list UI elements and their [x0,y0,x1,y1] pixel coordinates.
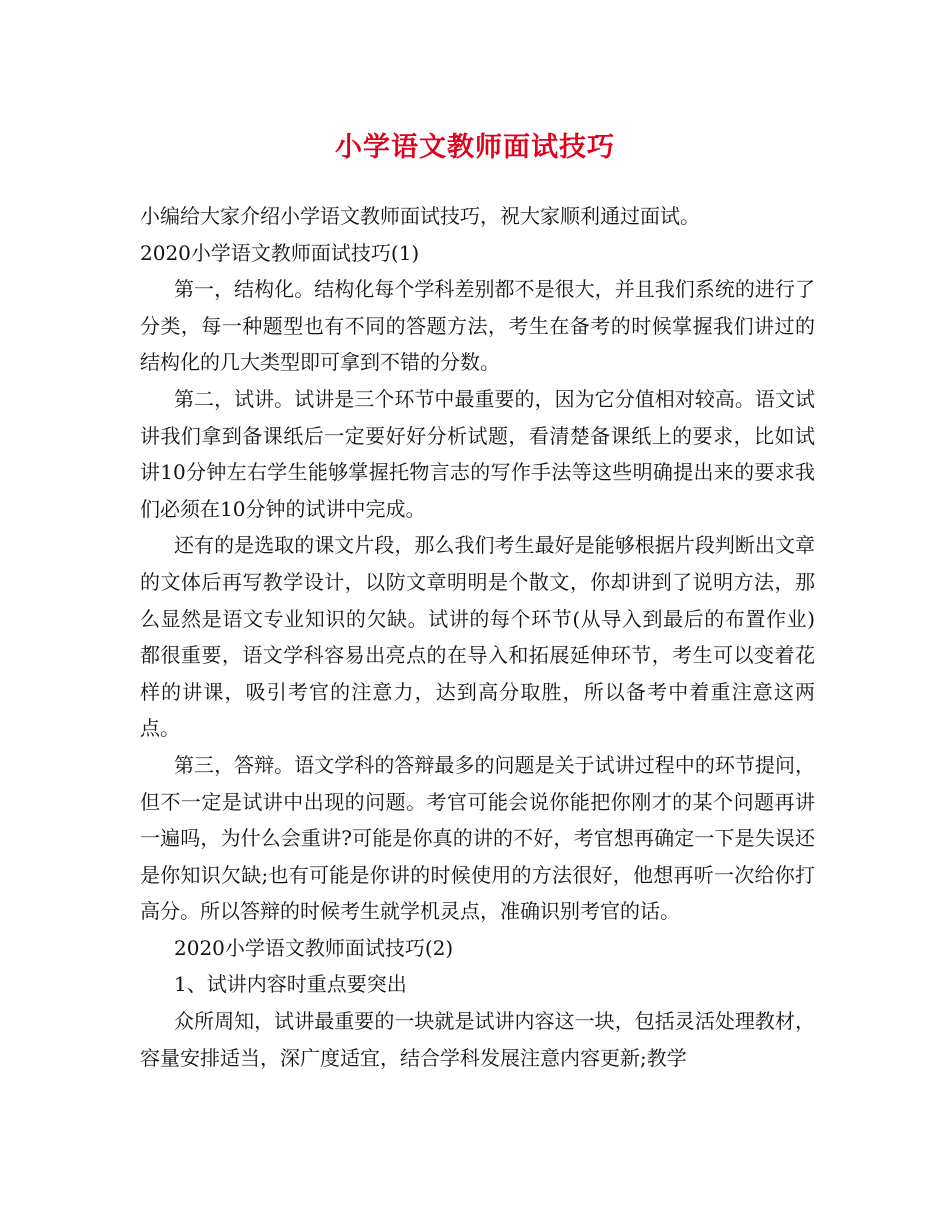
paragraph-defense: 第三，答辩。语文学科的答辩最多的问题是关于试讲过程中的环节提问，但不一定是试讲中出现的问题。考官可能会说你能把你刚才的某个问题再讲一遍吗，为什么会重讲?可能是你真的讲的不好，考官想再确定一下是失误还是你知识欠缺;也有可能是你讲的时候使用的方法很好，他想再听一次给你打高分。所以答辩的时候考生就学机灵点，准确识别考官的话。 [140,752,815,924]
document-title: 小学语文教师面试技巧 [335,132,615,163]
document-body [140,198,815,1076]
section-heading-1: 2020小学语文教师面试技巧(1) [140,240,420,265]
paragraph-structured-interview: 第一，结构化。结构化每个学科差别都不是很大，并且我们系统的进行了分类，每一种题型也有不同的答题方法，考生在备考的时候掌握我们讲过的结构化的几大类型即可拿到不错的分数。 [140,277,815,375]
paragraph-trial-lecture: 第二，试讲。试讲是三个环节中最重要的，因为它分值相对较高。语文试讲我们拿到备课纸后一定要好好分析试题，看清楚备课纸上的要求，比如试讲10分钟左右学生能够掌握托物言志的写作手法等这些明确提出来的要求我们必须在10分钟的试讲中完成。 [140,386,815,521]
paragraph-text-selection: 还有的是选取的课文片段，那么我们考生最好是能够根据片段判断出文章的文体后再写教学设计，以防文章明明是个散文，你却讲到了说明方法，那么显然是语文专业知识的欠缺。试讲的每个环节(从导入到最后的布置作业)都很重要，语文学科容易出亮点的在导入和拓展延伸环节，考生可以变着花样的讲课，吸引考官的注意力，达到高分取胜，所以备考中着重注意这两点。 [140,533,815,741]
list-item-1: 1、试讲内容时重点要突出 [174,972,407,997]
intro-paragraph: 小编给大家介绍小学语文教师面试技巧，祝大家顺利通过面试。 [140,204,700,228]
paragraph-lecture-content: 众所周知，试讲最重要的一块就是试讲内容这一块，包括灵活处理教材，容量安排适当，深广度适宜，结合学科发展注意内容更新;教学 [140,1009,815,1070]
section-heading-2: 2020小学语文教师面试技巧(2) [174,935,454,960]
